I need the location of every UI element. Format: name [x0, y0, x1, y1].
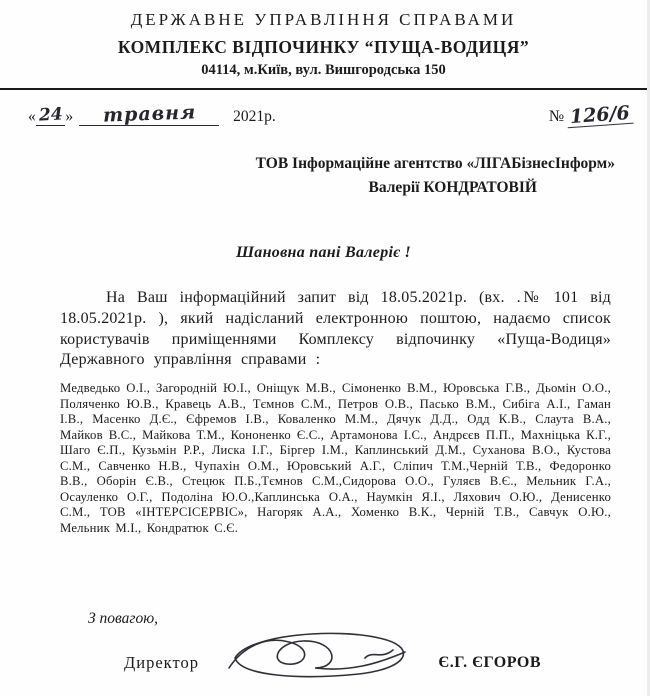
letterhead [0, 0, 647, 79]
signature-scribble [219, 628, 419, 682]
number-sign: № [548, 108, 565, 125]
org-name: ДЕРЖАВНЕ УПРАВЛІННЯ СПРАВАМИ [130, 10, 517, 29]
handwritten-month: травня [102, 101, 197, 127]
handwritten-day: 24 [38, 104, 63, 126]
date-month-field [79, 101, 219, 127]
body-paragraph: На Ваш інформаційний запит від 18.05.2021р. (вх. .№ 101 від 18.05.2021р. ), який надісланий електронною поштою, надаємо список користувачів приміщеннями Комплексу відпочинку «Пуща-Водиця» Державного управління справами : [60, 289, 611, 369]
recipient-org: ТОВ Інформаційне агентство «ЛІГАБізнесІнформ» [255, 155, 615, 172]
complex-name: КОМПЛЕКС ВІДПОЧИНКУ “ПУЩА-ВОДИЦЯ” [117, 37, 530, 57]
document-number [548, 101, 633, 129]
regards-line: З повагою, [88, 610, 159, 627]
director-title: Директор [124, 653, 199, 672]
signature-row [0, 644, 647, 682]
salutation: Шановна пані Валеріє ! [235, 244, 412, 262]
handwritten-number: 126/6 [567, 104, 634, 129]
address-line: 04114, м.Київ, вул. Вишгородська 150 [201, 62, 446, 78]
date-open-quote: « [28, 108, 36, 125]
director-name: Є.Г. ЄГОРОВ [438, 654, 541, 671]
recipient-block [0, 152, 647, 200]
date-year: 2021р. [233, 108, 276, 125]
date-number-line [0, 90, 647, 129]
names-list: Медведько О.І., Загородній Ю.І., Оніщук М.В., Сімоненко В.М., Юровська Г.В., Дьомін О.О., Поляченко Ю.В., Кравець А.В., Тємнов С.М., Петров О.В., Пасько В.М., Сибіга А.І., Гаман І.В., Масенко Д.Є., Єфремов І.В., Коваленко М.М., Дячук Д.Д., Одд К.В., Слаута В.А., Майков В.С., Майкова Т.М., Кононенко Є.С., Артамонова І.С., Андрєєв П.П., Махніцька К.Г., Шаго Є.П., Кузьмін Р.Р., Лиска І.Г., Біргер І.М., Каплинський Д.М., Суханова В.О., Кустова С.М., Савченко Н.В., Чупахін О.М., Юровський А.Г., Сліпич Т.М.,Черній Т.В., Федоронко В.В., Оборін Є.В., Стецюк П.Б.,Тємнов С.М.,Сидорова О.О., Гуляєв В.Є., Мельник Г.А., Осауленко О.Г., Подоліна Ю.О.,Каплинська О.А., Наумкін Я.І., Ляхович О.Ю., Денисенко С.М., ТОВ «ІНТЕРСІСЕРВІС», Нагоряк А.А., Хоменко В.К., Черній Т.В., Савчук О.Ю., Мельник М.І., Кондратюк С.Є. [60, 381, 611, 535]
date-day-field [36, 104, 66, 126]
date-close-quote: » [65, 108, 74, 125]
recipient-person: Валерії КОНДРАТОВІЙ [368, 179, 537, 197]
